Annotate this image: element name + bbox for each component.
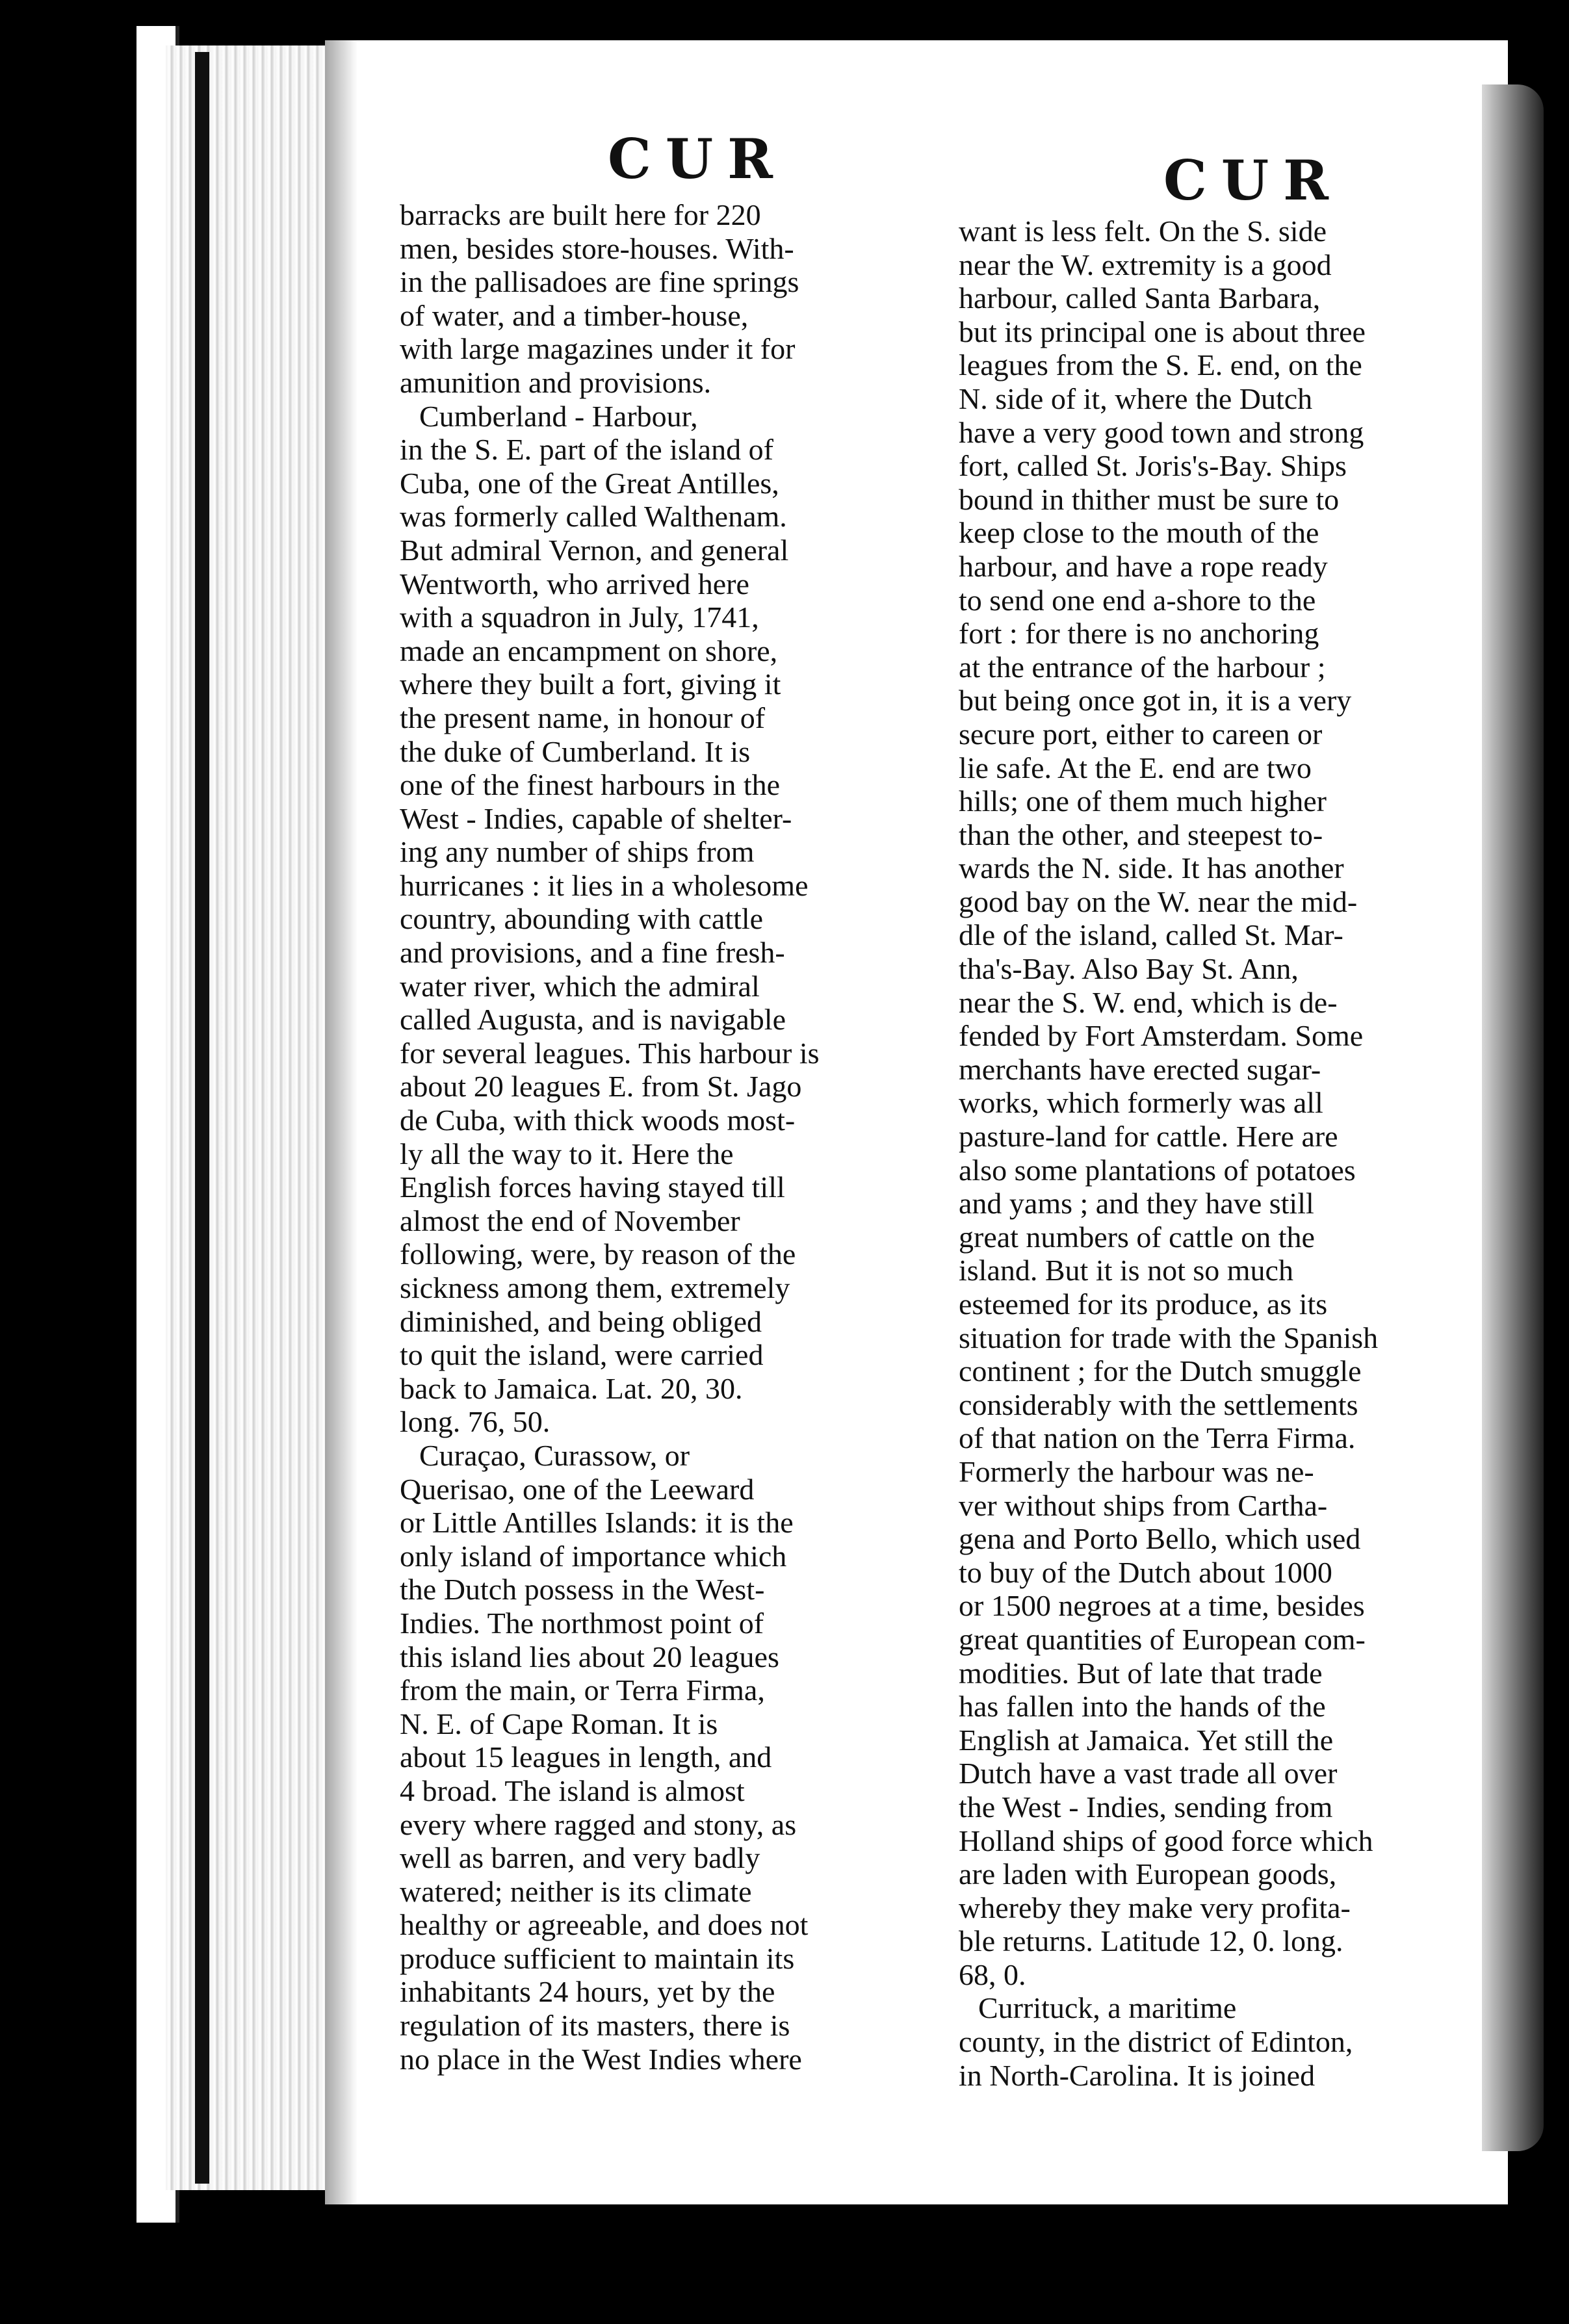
right-page-curl: [1482, 84, 1544, 2151]
right-column: [959, 214, 1472, 2092]
running-head-left: CUR: [608, 127, 787, 191]
paragraph-barracks: barracks are built here for 220 men, besides store-houses. With- in the pallisadoes are fine springs of water, and a timber-house, with large magazines under it for amunition and provisions.: [400, 198, 799, 399]
page-edge-stack: [166, 45, 325, 2190]
running-head-right: CUR: [1163, 148, 1343, 213]
paragraph-curacao-continued: want is less felt. On the S. side near the W. extremity is a good harbour, called Santa Barbara, but its principal one is about three leagues from the S. E. end, on the N. side of it, where the Dutch have a very good town and strong fort, called St. Joris's-Bay. Ships bound in thither must be sure to keep close to the mouth of the harbour, and have a rope ready to send one end a-shore to the fort : for there is no anchoring at the entrance of the harbour ; but being once got in, it is a very secure port, either to careen or lie safe. At the E. end are two hills; one of them much higher than the other, and steepest to- wards the N. side. It has another good bay on the W. near the mid- dle of the island, called St. Mar- tha's-Bay. Also Bay St. Ann, near the S. W. end, which is de- fended by Fort Amsterdam. Some merchants have erected sugar- works, which formerly was all pasture-land for cattle. Here are also some plantations of potatoes and yams ; and they have still great numbers of cattle on the island. But it is not so much esteemed for its produce, as its situation for trade with the Spanish continent ; for the Dutch smuggle considerably with the settlements of that nation on the Terra Firma. Formerly the harbour was ne- ver without ships from Cartha- gena and Porto Bello, which used to buy of the Dutch about 1000 or 1500 negroes at a time, besides great quantities of European com- modities. But of late that trade has fallen into the hands of the English at Jamaica. Yet still the Dutch have a vast trade all over the West - Indies, sending from Holland ships of good force which are laden with European goods, whereby they make very profita- ble returns. Latitude 12, 0. long. 68, 0.: [959, 214, 1379, 1991]
entry-curacao: Curaçao, Curassow, or Querisao, one of the Leeward or Little Antilles Islands: it is the only island of importance which the Dutch possess in the West- Indies. The northmost point of this island lies about 20 leagues from the main, or Terra Firma, N. E. of Cape Roman. It is about 15 leagues in length, and 4 broad. The island is almost every where ragged and stony, as well as barren, and very badly watered; neither is its climate healthy or agreeable, and does not produce sufficient to maintain its inhabitants 24 hours, yet by the regulation of its masters, there is no place in the West Indies where: [400, 1438, 809, 2076]
entry-cumberland-harbour: Cumberland - Harbour, in the S. E. part of the island of Cuba, one of the Great Antilles, was formerly called Walthenam. But admiral Vernon, and general Wentworth, who arrived here with a squadron in July, 1741, made an encampment on shore, where they built a fort, giving it the present name, in honour of the duke of Cumberland. It is one of the finest harbours in the West - Indies, capable of shelter- ing any number of ships from hurricanes : it lies in a wholesome country, abounding with cattle and provisions, and a fine fresh- water river, which the admiral called Augusta, and is navigable for several leagues. This harbour is about 20 leagues E. from St. Jago de Cuba, with thick woods most- ly all the way to it. Here the English forces having stayed till almost the end of November following, were, by reason of the sickness among them, extremely diminished, and being obliged to quit the island, were carried back to Jamaica. Lat. 20, 30. long. 76, 50.: [400, 399, 820, 1439]
gutter-shadow: [325, 40, 357, 2204]
left-column: [400, 198, 936, 2076]
entry-currituck: Currituck, a maritime county, in the district of Edinton, in North-Carolina. It is joined: [959, 1991, 1353, 2092]
book-edge-shadow: [195, 52, 209, 2184]
